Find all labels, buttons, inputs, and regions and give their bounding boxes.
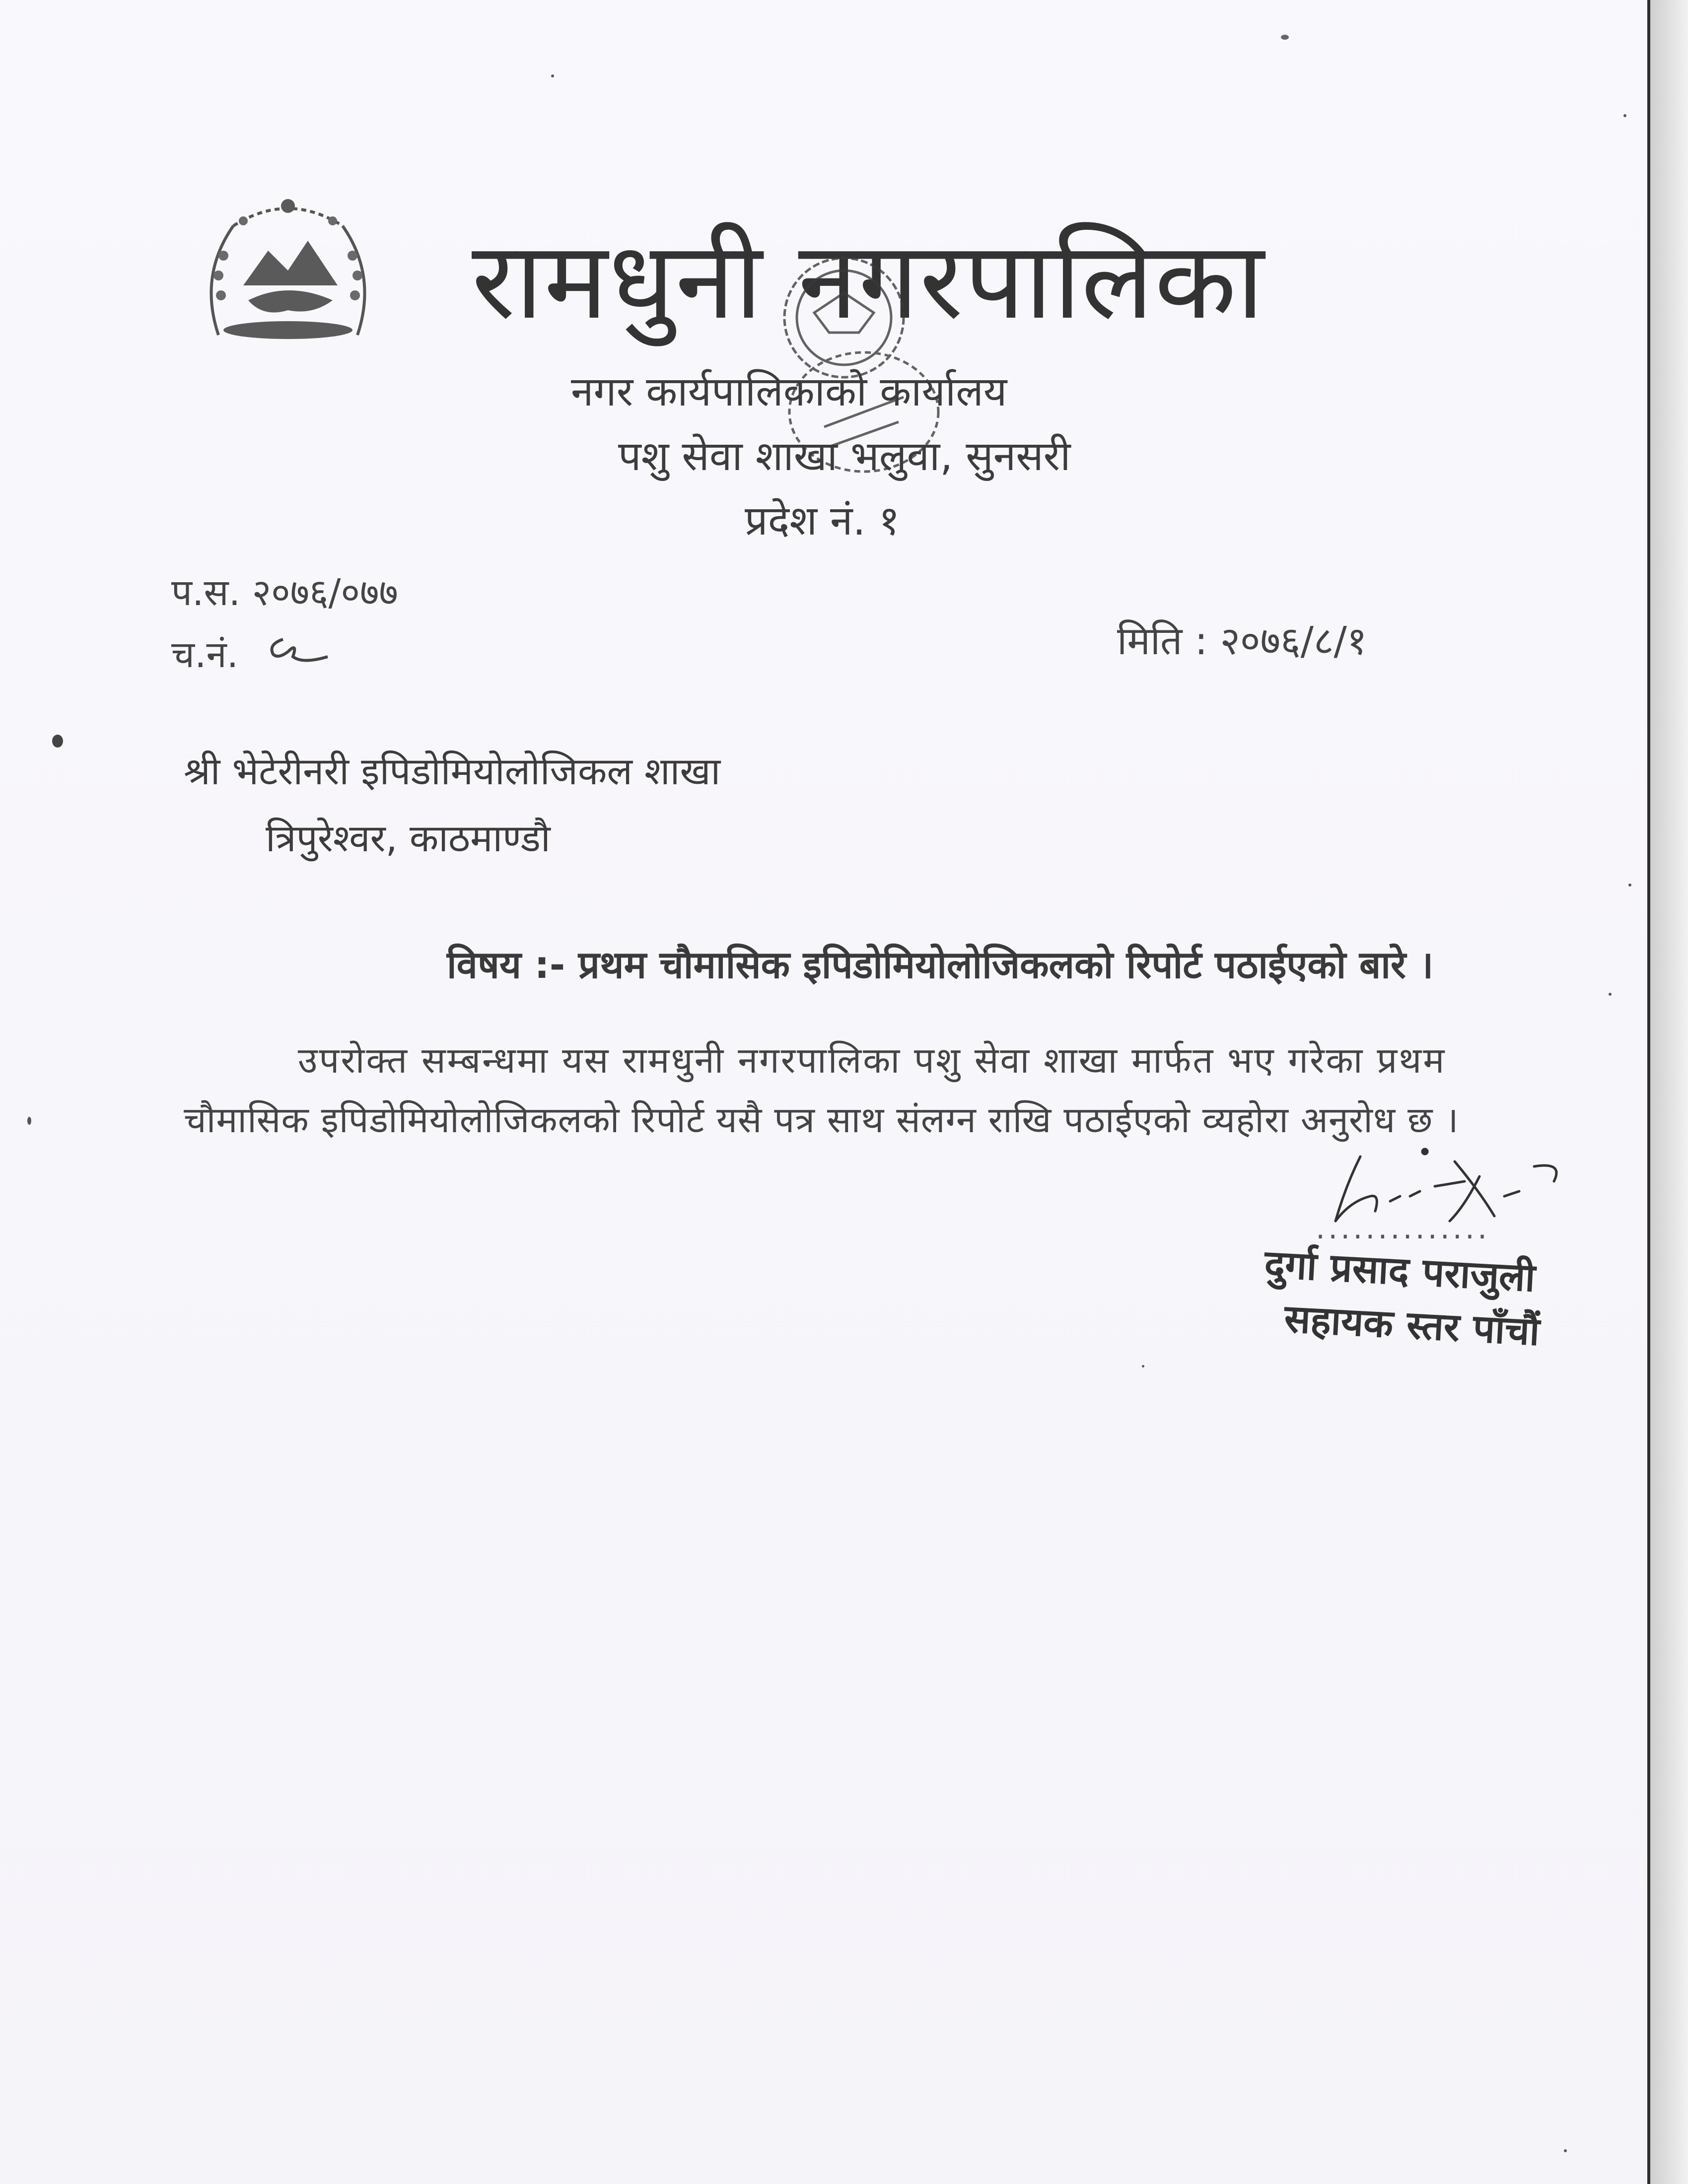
letter-subject: विषय :- प्रथम चौमासिक इपिडोमियोलोजिकलको रिपोर्ट पठाईएको बारे । [447,943,1434,987]
signatory-name: दुर्गा प्रसाद पराजुली [1263,1241,1537,1301]
recipient-name: श्री भेटेरीनरी इपिडोमियोलोजिकल शाखा [184,749,721,793]
office-address: पशु सेवा शाखा भलुवा, सुनसरी [618,433,1071,480]
scan-speck [1628,884,1631,887]
scan-speck [1281,35,1289,40]
office-stamp-icon [735,248,953,496]
scan-speck [1564,2149,1567,2152]
province-number: प्रदेश नं. १ [745,497,900,545]
scan-speck [551,74,554,77]
scan-speck [1142,1365,1144,1367]
recipient-address: त्रिपुरेश्वर, काठमाण्डौ [266,816,551,860]
signature-line: .............. [1316,1211,1490,1246]
scan-speck [52,735,63,748]
body-line-1: उपरोक्त सम्बन्धमा यस रामधुनी नगरपालिका पशु सेवा शाखा मार्फत भए गरेका प्रथम [298,1039,1446,1081]
scan-speck [27,1117,31,1125]
letter-date: मिति : २०७६/८/१ [1117,619,1367,664]
scan-speck [1609,993,1612,996]
nepal-emblem-icon [189,186,387,355]
scan-speck [1623,114,1626,117]
office-name: नगर कार्यपालिकाको कार्यालय [571,368,1007,415]
signatory-designation: सहायक स्तर पाँचौं [1283,1296,1541,1355]
dispatch-number-label: च.नं. [171,633,239,676]
dispatch-number-handwritten-icon [263,629,343,669]
body-line-2: चौमासिक इपिडोमियोलोजिकलको रिपोर्ट यसै पत्र साथ संलग्न राखि पठाईएको व्यहोरा अनुरोध छ । [184,1099,1459,1141]
fiscal-year-reference: प.स. २०७६/०७७ [171,571,398,614]
municipality-title: रामधुनी नगरपालिका [472,218,1266,343]
scan-border [1650,0,1688,2184]
